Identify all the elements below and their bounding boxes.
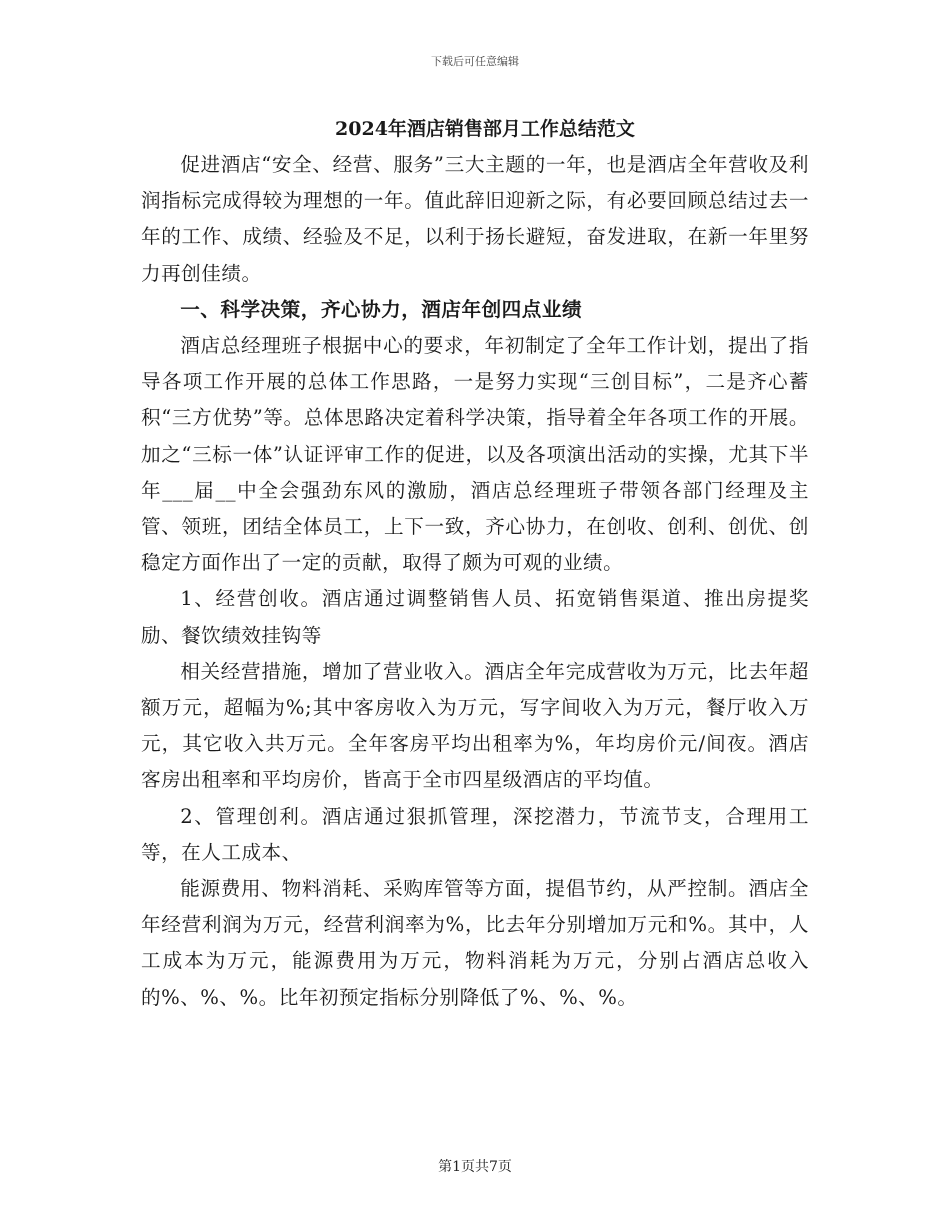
paragraph-item-2: 2、管理创利。酒店通过狠抓管理，深挖潜力，节流节支，合理用工等，在人工成本、 [141,804,809,864]
paragraph-item-1: 1、经营创收。酒店通过调整销售人员、拓宽销售渠道、推出房提奖励、餐饮绩效挂钩等 [141,587,809,647]
header-note: 下载后可任意编辑 [431,55,519,68]
page-number: 第1页共7页 [438,1159,512,1175]
document-title: 2024年酒店销售部月工作总结范文 [335,118,635,140]
paragraph-intro: 促进酒店“安全、经营、服务”三大主题的一年，也是酒店全年营收及利润指标完成得较为理想的一年。值此辞旧迎新之际，有必要回顾总结过去一年的工作、成绩、经验及不足，以利于扬长避短，奋发进取，在新一年里努力再创佳绩。 [141,153,809,285]
document-body [141,112,809,1016]
paragraph-item-2-detail: 能源费用、物料消耗、采购库管等方面，提倡节约，从严控制。酒店全年经营利润为万元，经营利润率为%，比去年分别增加万元和%。其中，人工成本为万元，能源费用为万元，物料消耗为万元，分别占酒店总收入的%、%、%。比年初预定指标分别降低了%、%、%。 [141,877,809,1009]
paragraph-item-1-detail: 相关经营措施，增加了营业收入。酒店全年完成营收为万元，比去年超额万元，超幅为%;其中客房收入为万元，写字间收入为万元，餐厅收入万元，其它收入共万元。全年客房平均出租率为%，年均房价元/间夜。酒店客房出租率和平均房价，皆高于全市四星级酒店的平均值。 [141,659,809,792]
paragraph-section-1: 酒店总经理班子根据中心的要求，年初制定了全年工作计划，提出了指导各项工作开展的总体工作思路，一是努力实现“三创目标”，二是齐心蓄积“三方优势”等。总体思路决定着科学决策，指导着全年各项工作的开展。加之“三标一体”认证评审工作的促进，以及各项演出活动的实操，尤其下半年___届__中全会强劲东风的激励，酒店总经理班子带领各部门经理及主管、领班，团结全体员工，上下一致，齐心协力，在创收、创利、创优、创稳定方面作出了一定的贡献，取得了颇为可观的业绩。 [141,334,809,575]
section-heading-1: 一、科学决策，齐心协力，酒店年创四点业绩 [180,297,583,321]
